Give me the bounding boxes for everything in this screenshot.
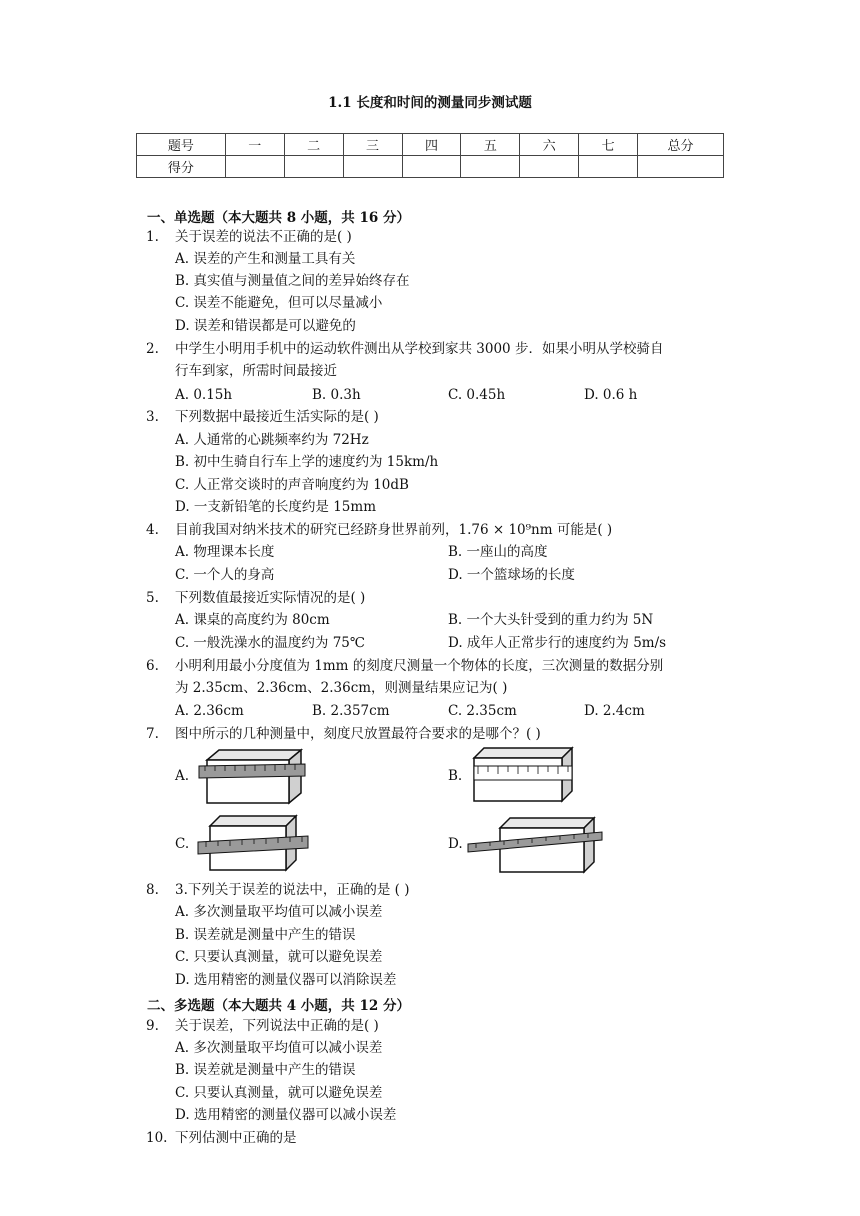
question-stem: 下列数据中最接近生活实际的是( ) bbox=[175, 409, 379, 425]
table-cell: 五 bbox=[461, 134, 520, 156]
ruler-figure-d[interactable] bbox=[466, 814, 604, 876]
option-b[interactable]: B. 误差就是测量中产生的错误 bbox=[175, 927, 356, 943]
question-number: 4. bbox=[146, 522, 159, 538]
option-b[interactable]: B. bbox=[448, 768, 463, 784]
option-c[interactable]: C. 只要认真测量，就可以避免误差 bbox=[175, 949, 383, 965]
option-d[interactable]: D. 2.4cm bbox=[584, 703, 645, 719]
question-stem: 关于误差，下列说法中正确的是( ) bbox=[175, 1018, 379, 1034]
question-stem: 中学生小明用手机中的运动软件测出从学校到家共 3000 步．如果小明从学校骑自 bbox=[175, 341, 664, 357]
score-input-cell[interactable] bbox=[343, 156, 402, 178]
option-b[interactable]: B. 一个大头针受到的重力约为 5N bbox=[448, 612, 654, 628]
option-d[interactable]: D. 一支新铅笔的长度约是 15mm bbox=[175, 499, 376, 515]
table-cell: 四 bbox=[402, 134, 461, 156]
option-c[interactable]: C. 误差不能避免，但可以尽量减小 bbox=[175, 295, 383, 311]
option-c[interactable]: C. 0.45h bbox=[448, 387, 506, 403]
page-title: 1.1 长度和时间的测量同步测试题 bbox=[328, 95, 532, 111]
option-d[interactable]: D. 0.6 h bbox=[584, 387, 638, 403]
table-cell: 二 bbox=[284, 134, 343, 156]
ruler-figure-c[interactable] bbox=[196, 814, 312, 876]
score-input-cell[interactable] bbox=[579, 156, 638, 178]
question-stem: 下列估测中正确的是 bbox=[175, 1130, 297, 1146]
question-number: 7. bbox=[146, 726, 159, 742]
table-cell: 三 bbox=[343, 134, 402, 156]
option-d[interactable]: D. 选用精密的测量仪器可以减小误差 bbox=[175, 1107, 397, 1123]
question-stem: 关于误差的说法不正确的是( ) bbox=[175, 229, 352, 245]
option-a[interactable]: A. 人通常的心跳频率约为 72Hz bbox=[175, 432, 369, 448]
option-b[interactable]: B. 误差就是测量中产生的错误 bbox=[175, 1062, 356, 1078]
option-a[interactable]: A. 2.36cm bbox=[175, 703, 244, 719]
option-a[interactable]: A. 多次测量取平均值可以减小误差 bbox=[175, 1040, 383, 1056]
question-stem: 图中所示的几种测量中，刻度尺放置最符合要求的是哪个？( ) bbox=[175, 726, 541, 742]
table-cell: 得分 bbox=[137, 156, 226, 178]
table-cell: 六 bbox=[520, 134, 579, 156]
option-d[interactable]: D. 选用精密的测量仪器可以消除误差 bbox=[175, 972, 397, 988]
section-heading-single-choice: 一、单选题（本大题共 8 小题，共 16 分） bbox=[147, 210, 410, 226]
option-a[interactable]: A. bbox=[175, 768, 190, 784]
score-table-score-row bbox=[137, 156, 724, 178]
option-b[interactable]: B. 0.3h bbox=[312, 387, 361, 403]
question-number: 10. bbox=[146, 1130, 168, 1146]
question-stem-continued: 为 2.35cm、2.36cm、2.36cm，则测量结果应记为( ) bbox=[175, 680, 508, 696]
option-a[interactable]: A. 多次测量取平均值可以减小误差 bbox=[175, 904, 383, 920]
question-number: 2. bbox=[146, 341, 159, 357]
question-stem-continued: 行车到家，所需时间最接近 bbox=[175, 363, 337, 379]
table-cell: 题号 bbox=[137, 134, 226, 156]
score-input-cell[interactable] bbox=[638, 156, 724, 178]
option-c[interactable]: C. 人正常交谈时的声音响度约为 10dB bbox=[175, 477, 409, 493]
option-d[interactable]: D. bbox=[448, 836, 463, 852]
option-b[interactable]: B. 2.357cm bbox=[312, 703, 390, 719]
option-a[interactable]: A. 误差的产生和测量工具有关 bbox=[175, 251, 356, 267]
score-input-cell[interactable] bbox=[520, 156, 579, 178]
option-d[interactable]: D. 误差和错误都是可以避免的 bbox=[175, 318, 356, 334]
ruler-figure-b[interactable] bbox=[466, 746, 578, 806]
option-d[interactable]: D. 一个篮球场的长度 bbox=[448, 567, 575, 583]
option-c[interactable]: C. 一般洗澡水的温度约为 75℃ bbox=[175, 635, 366, 651]
option-c[interactable]: C. bbox=[175, 836, 190, 852]
question-number: 5. bbox=[146, 590, 159, 606]
option-c[interactable]: C. 2.35cm bbox=[448, 703, 517, 719]
option-d[interactable]: D. 成年人正常步行的速度约为 5m/s bbox=[448, 635, 667, 651]
question-stem: 下列数值最接近实际情况的是( ) bbox=[175, 590, 366, 606]
table-cell: 一 bbox=[225, 134, 284, 156]
score-table bbox=[136, 133, 724, 178]
option-b[interactable]: B. 初中生骑自行车上学的速度约为 15km/h bbox=[175, 454, 439, 470]
score-table-header-row bbox=[137, 134, 724, 156]
question-number: 9. bbox=[146, 1018, 159, 1034]
question-stem: 3.下列关于误差的说法中，正确的是 ( ) bbox=[175, 882, 410, 898]
option-a[interactable]: A. 课桌的高度约为 80cm bbox=[175, 612, 330, 628]
option-a[interactable]: A. 物理课本长度 bbox=[175, 544, 275, 560]
option-b[interactable]: B. 真实值与测量值之间的差异始终存在 bbox=[175, 273, 410, 289]
question-number: 8. bbox=[146, 882, 159, 898]
question-number: 3. bbox=[146, 409, 159, 425]
score-input-cell[interactable] bbox=[402, 156, 461, 178]
question-number: 1. bbox=[146, 229, 159, 245]
score-input-cell[interactable] bbox=[225, 156, 284, 178]
table-cell: 七 bbox=[579, 134, 638, 156]
table-cell: 总分 bbox=[638, 134, 724, 156]
question-number: 6. bbox=[146, 658, 159, 674]
option-c[interactable]: C. 一个人的身高 bbox=[175, 567, 275, 583]
option-a[interactable]: A. 0.15h bbox=[175, 387, 233, 403]
ruler-figure-a[interactable] bbox=[197, 748, 309, 808]
question-stem: 小明利用最小分度值为 1mm 的刻度尺测量一个物体的长度，三次测量的数据分别 bbox=[175, 658, 664, 674]
section-heading-multiple-choice: 二、多选题（本大题共 4 小题，共 12 分） bbox=[147, 998, 410, 1014]
question-stem: 目前我国对纳米技术的研究已经跻身世界前列，1.76 × 10⁹nm 可能是( ) bbox=[175, 522, 613, 538]
score-input-cell[interactable] bbox=[461, 156, 520, 178]
option-c[interactable]: C. 只要认真测量，就可以避免误差 bbox=[175, 1085, 383, 1101]
option-b[interactable]: B. 一座山的高度 bbox=[448, 544, 548, 560]
score-input-cell[interactable] bbox=[284, 156, 343, 178]
